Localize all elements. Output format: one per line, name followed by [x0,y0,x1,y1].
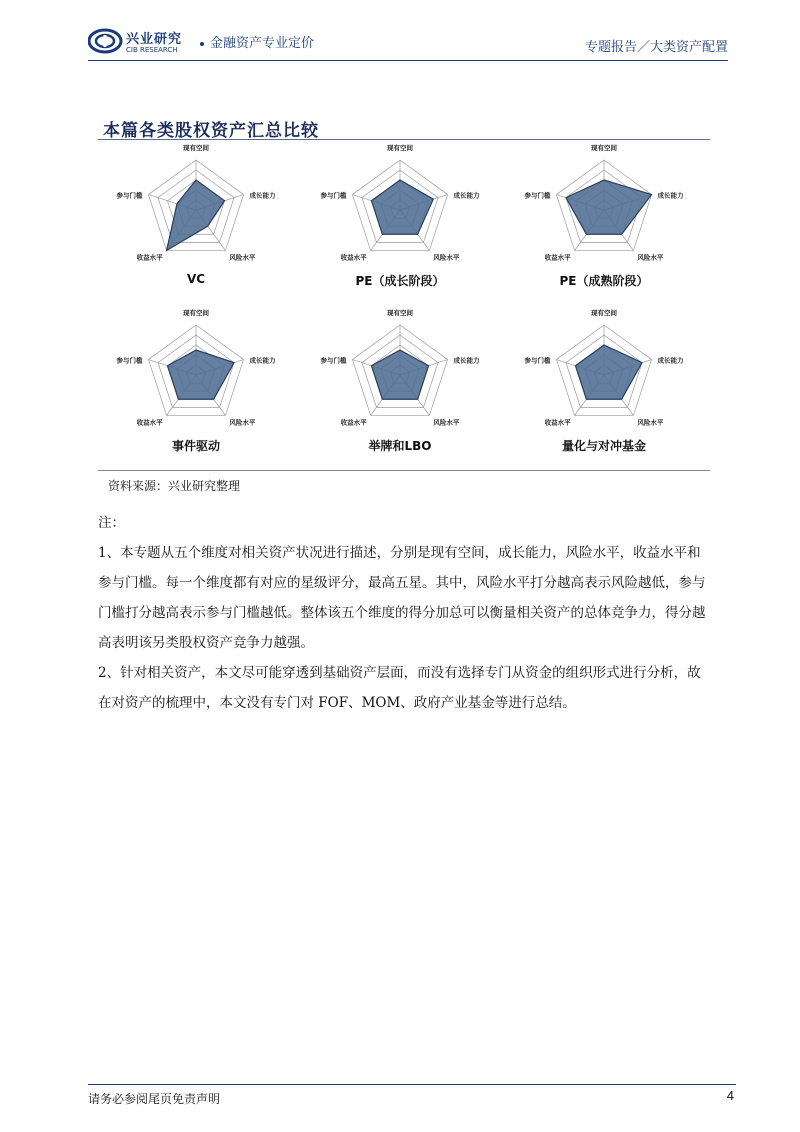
charts-divider [98,470,710,471]
chart-caption: PE（成长阶段） [355,274,445,288]
radar-axis-label: 收益水平 [136,418,163,427]
radar-axis-label: 现有空间 [183,144,209,152]
cib-logo-icon [88,28,124,54]
radar-axis-label: 收益水平 [544,418,571,427]
radar-data-area [167,350,234,399]
section-title: 本篇各类股权资产汇总比较 [103,121,319,141]
radar-axis-label: 风险水平 [229,418,256,427]
header-slogan: 金融资产专业定价 [200,32,314,51]
radar-axis-label: 风险水平 [229,253,256,262]
radar-axis-label: 成长能力 [657,191,684,200]
header-divider [88,60,728,61]
notes-label: 注： [98,515,125,531]
radar-axis-label: 成长能力 [453,356,480,365]
radar-axis-label: 成长能力 [657,356,684,365]
logo-text-cn: 兴业研究 [126,32,183,47]
radar-axis-label: 收益水平 [340,418,367,427]
radar-axis-label: 现有空间 [591,144,617,152]
radar-data-area [575,345,642,399]
radar-axis-label: 风险水平 [433,418,460,427]
chart-caption: 量化与对冲基金 [561,439,646,453]
radar-axis-label: 收益水平 [136,253,163,262]
notes-paragraph-2: 2、针对相关资产，本文尽可能穿透到基础资产层面，而没有选择专门从资金的组织形式进行分析，故在对资产的梳理中，本文没有专门对 FOF、MOM、政府产业基金等进行总结。 [98,665,701,711]
radar-axis-label: 现有空间 [591,309,617,317]
chart-caption: VC [186,272,206,286]
radar-axis-label: 参与门槛 [116,191,143,200]
radar-axis-label: 现有空间 [183,309,209,317]
radar-chart [506,305,702,470]
chart-caption: PE（成熟阶段） [559,274,649,288]
radar-chart [302,305,498,470]
radar-axis-label: 收益水平 [340,253,367,262]
radar-chart [302,140,498,305]
radar-axis-label: 风险水平 [433,253,460,262]
radar-axis-label: 风险水平 [637,418,664,427]
radar-axis-label: 参与门槛 [524,356,551,365]
radar-axis-label: 参与门槛 [524,191,551,200]
footer-disclaimer: 请务必参阅尾页免责声明 [88,1092,221,1106]
logo-text-en: CIB RESEARCH [126,46,178,54]
radar-chart [98,305,294,470]
radar-chart [98,140,294,305]
chart-caption: 举牌和LBO [368,439,432,453]
chart-caption: 事件驱动 [171,439,220,453]
radar-data-area [371,350,428,399]
radar-axis-label: 成长能力 [249,191,276,200]
report-type: 专题报告／大类资产配置 [584,40,728,55]
radar-axis-label: 收益水平 [544,253,571,262]
radar-data-area [167,180,225,250]
radar-axis-label: 参与门槛 [116,356,143,365]
radar-axis-label: 风险水平 [637,253,664,262]
radar-axis-label: 参与门槛 [320,356,347,365]
footer-divider [88,1084,736,1085]
radar-chart-grid [98,140,710,470]
notes-section [98,508,714,718]
source-note: 资料来源：兴业研究整理 [108,479,241,493]
page-header [88,22,728,62]
page-number: 4 [726,1088,734,1103]
radar-axis-label: 成长能力 [453,191,480,200]
radar-data-area [371,180,433,234]
radar-axis-label: 现有空间 [387,309,413,317]
notes-paragraph-1: 1、本专题从五个维度对相关资产状况进行描述，分别是现有空间，成长能力，风险水平，收益水平和参与门槛。每一个维度都有对应的星级评分，最高五星。其中，风险水平打分越高表示风险越低，参与门槛打分越高表示参与门槛越低。整体该五个维度的得分加总可以衡量相关资产的总体竞争力，得分越高表明该另类股权资产竞争力越强。 [98,545,706,651]
radar-chart [506,140,702,305]
radar-axis-label: 成长能力 [249,356,276,365]
radar-axis-label: 现有空间 [387,144,413,152]
radar-axis-label: 参与门槛 [320,191,347,200]
